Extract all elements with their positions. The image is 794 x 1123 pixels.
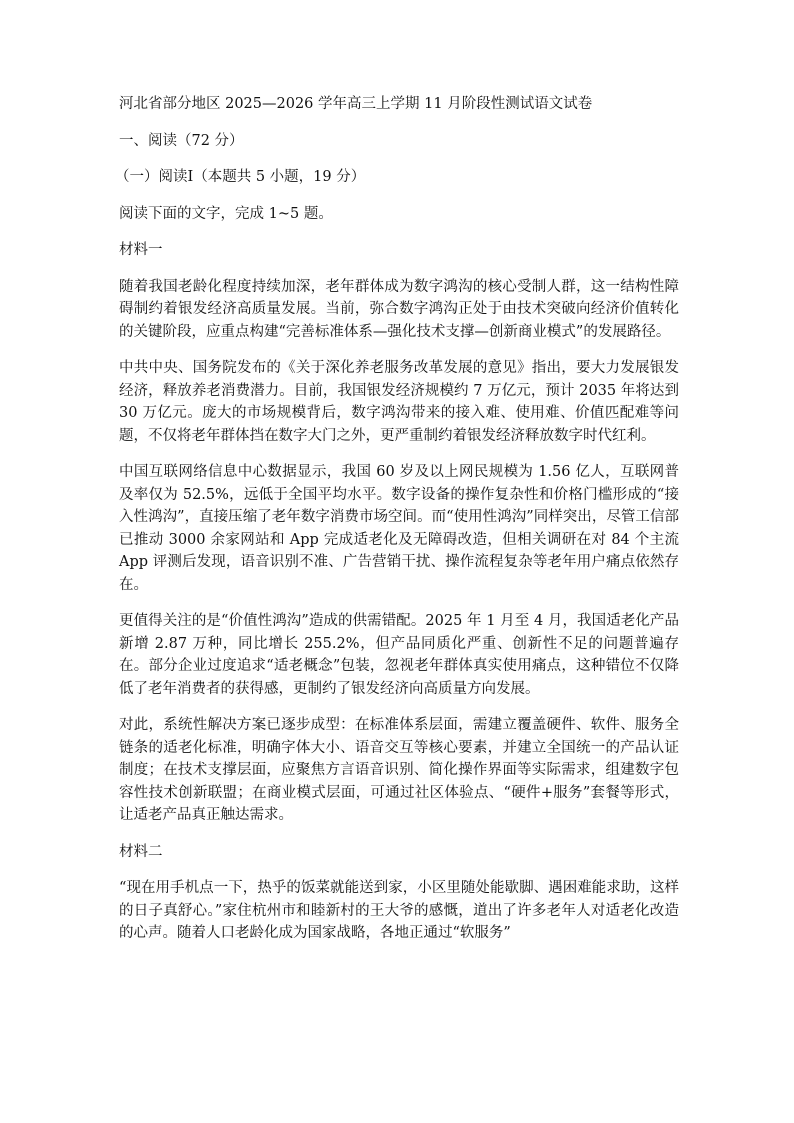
paragraph-text: “现在用手机点一下，热乎的饭菜就能送到家，小区里随处能歇脚、遇困难能求助，这样的日子真舒心。”家住杭州市和睦新村的王大爷的感慨，道出了许多老年人对适老化改造的心声。随着人口老龄化成为国家战略，各地正通过“软服务” bbox=[119, 880, 679, 941]
material2-paragraph bbox=[119, 877, 679, 945]
section-heading: 一、阅读（72 分） bbox=[119, 132, 244, 149]
material1-paragraph bbox=[119, 610, 679, 700]
paragraph-text: 对此，系统性解决方案已逐步成型：在标准体系层面，需建立覆盖硬件、软件、服务全链条的适老化标准，明确字体大小、语音交互等核心要素，并建立全国统一的产品认证制度；在技术支撑层面，应聚焦方言语音识别、简化操作界面等实际需求，组建数字包容性技术创新联盟；在商业模式层面，可通过社区体验点、“硬件+服务”套餐等形式，让适老产品真正触达需求。 bbox=[119, 717, 679, 823]
instruction-text: 阅读下面的文字，完成 1~5 题。 bbox=[119, 205, 333, 222]
document-page bbox=[115, 88, 679, 945]
material-heading-2: 材料二 bbox=[119, 843, 163, 860]
material1-paragraph bbox=[119, 714, 679, 827]
subsection-heading: （一）阅读Ⅰ（本题共 5 小题，19 分） bbox=[115, 169, 366, 185]
document-title: 河北省部分地区 2025—2026 学年高三上学期 11 月阶段性测试语文试卷 bbox=[119, 96, 593, 112]
paragraph-text: 中共中央、国务院发布的《关于深化养老服务改革发展的意见》指出，要大力发展银发经济，释放养老消费潜力。目前，我国银发经济规模约 7 万亿元，预计 2035 年将达到 30 万亿元。庞大的市场规模背后，数字鸿沟带来的接入难、使用难、价值匹配难等问题，不仅将老年群体挡在数字大门之外，更严重制约着银发经济释放数字时代红利。 bbox=[119, 360, 679, 444]
material1-paragraph bbox=[119, 461, 679, 596]
material1-paragraph bbox=[119, 276, 679, 344]
material1-paragraph bbox=[119, 357, 679, 447]
material-heading-1: 材料一 bbox=[119, 242, 163, 258]
paragraph-text: 随着我国老龄化程度持续加深，老年群体成为数字鸿沟的核心受制人群，这一结构性障碍制约着银发经济高质量发展。当前，弥合数字鸿沟正处于由技术突破向经济价值转化的关键阶段，应重点构建“完善标准体系—强化技术支撑—创新商业模式”的发展路径。 bbox=[119, 278, 679, 340]
paragraph-text: 中国互联网络信息中心数据显示，我国 60 岁及以上网民规模为 1.56 亿人，互联网普及率仅为 52.5%，远低于全国平均水平。数字设备的操作复杂性和价格门槛形成的“接入性鸿沟”，直接压缩了老年数字消费市场空间。而“使用性鸿沟”同样突出，尽管工信部已推动 3000 余家网站和 App 完成适老化及无障碍改造，但相关调研在对 84 个主流 App 评测后发现，语音识别不准、广告营销干扰、操作流程复杂等老年用户痛点依然存在。 bbox=[119, 464, 679, 593]
paragraph-text: 更值得关注的是“价值性鸿沟”造成的供需错配。2025 年 1 月至 4 月，我国适老化产品新增 2.87 万种，同比增长 255.2%，但产品同质化严重、创新性不足的问题普遍存在。部分企业过度追求“适老概念”包装，忽视老年群体真实使用痛点，这种错位不仅降低了老年消费者的获得感，更制约了银发经济向高质量方向发展。 bbox=[119, 613, 679, 697]
